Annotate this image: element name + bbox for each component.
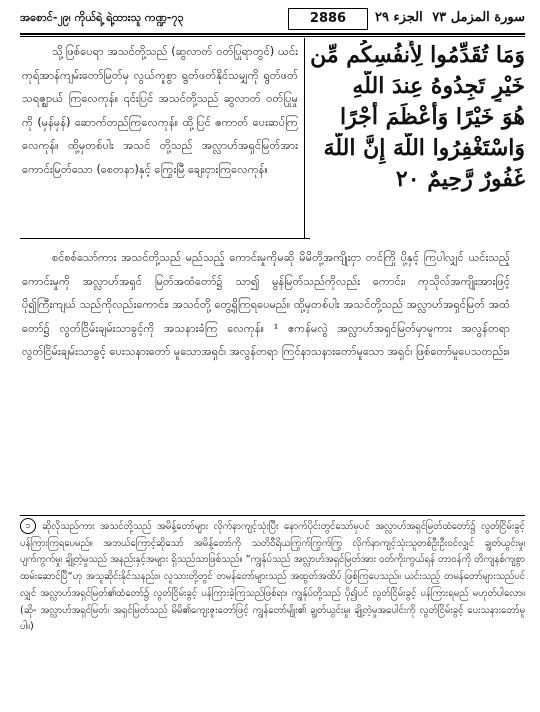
page-header [20,8,525,30]
footnote-text: ဆိုလိုသည်ကား အသင်တို့သည် အမိန့်တော်များ လိုက်နာကျင့်သုံးပြီး နောက်ပိုင်းတွင်သော်မှပင် အလ္လာဟ်အရှင်မြတ်ထံတော်၌ လွတ်ငြိမ်းခွင့် ပန်ကြားကြရပေမည်။ အဘယ်ကြောင့်ဆိုသော် အမိန့်တော်ကို သတိဝီရိယကြွက်ကြွက်ကြွ လိုက်နာကျင့်သုံးသူတစ်ဦးဦးဝင်လျှင် ချွတ်ယွင်းမှု၊ ပျက်ကွက်မှု၊ ချို့တဲ့မှုသည် အနည်းနှင့်အများ ရှိသည်သာဖြစ်သည်။ ”ကျွန်ုပ်သည် အလ္လာဟ်အရှင်မြတ်အား ဝတ်ကိုးကွယ်ရန် တာဝန်ကို တိကျနစ်ကျစွာ ထမ်းဆောင်ပြီ“ဟု အသူဆိုင်းနိုင်သနည်း။ လူသားတို့တွင် တမန်တော်များသည် အထွတ်အထိပ် ဖြစ်ကြပေသည်။ ယင်းသည့် တမန်တော်များသည်ပင်လျှင် အလ္လာဟ်အရှင်မြတ်၏ထံတော်၌ လွတ်ငြိမ်းခွင့် ပန်ကြားခဲ့ကြသည်ဖြစ်ရာ၊ ကျွန်ုပ်တို့သည် ပို၍ပင် လွတ်ငြိမ်းခွင့် ပန်ကြားရမည် မဟုတ်ပါလော။ (ဆို- အလ္လာဟ်အရှင်မြတ်၊ အရှင်မြတ်သည် မိမိ၏ကျေးဇူးတော်ဖြင့် ကျွန်တော်မျိုး၏ ချွတ်ယွင်းမှု၊ ချို့တဲ့မှုအပေါင်းကို လွတ်ငြိမ်းခွင့် ပေးသနားတော်မူပါ။) [20,521,525,633]
translation-paragraph: စင်စစ်သော်ကား အသင်တို့သည် မည်သည့် ကောင်းမှုကိုမဆို မိမိတို့အကျိုးငှာ တင်ကြို ပို့နှင့် ကြပါလျှင် ယင်းသည့်ကောင်းမှုကို အလ္လာဟ်အရှင် မြတ်အထံတော်၌ သာ၍ မွန်မြတ်သည်ကိုလည်း ကောင်း၊ ကုသိုလ်အကျိုးအားဖြင့် ပို၍ကြီးကျယ် သည်ကိုလည်းကောင်း၊ အသင်တို့ တွေ့ရှိကြရပေမည်။ ထို့မှတစ်ပါး အသင်တို့သည် အလ္လာဟ်အရှင်မြတ် အထံတော်၌ လွတ်ငြိမ်းချမ်းသာခွင့်ကို အသနားခံကြ လေကုန်။ ¹ ဧကန်မလွဲ အလ္လာဟ်အရှင်မြတ်မှာမူကား အလွန်တရာ လွတ်ငြိမ်းချမ်းသာခွင့် ပေးသနားတော် မူသောအရှင်၊ အလွန်တရာ ကြင်နာသနားတော်မူသော အရှင်၊ ဖြစ်တော်မူပေသတည်း။ [22,251,510,358]
juz-label: الجزء ٢٩ [375,10,423,25]
section-divider [20,238,310,239]
arabic-line: خَيْرٍ تَجِدُوهُ عِندَ اللَّهِ [352,73,525,99]
footnote-rule [20,515,525,516]
page-number: 2886 [288,8,368,30]
header-book-title: အစောင်-၂၉၊ ကိုယ်ရဲ့ ရဲ့ထားသူ ကဏ္ဍ-၇၃ [20,11,184,24]
translation-paragraph: သို့ဖြစ်ပေရာ အသင်တို့သည် (ဆွလာတ် ဝတ်ပြုရာတွင်) ယင်းကုရ်အာန်ကျမ်းတော်မြတ်မှ လွယ်ကူစွာ ရွတ်ဖတ်နိုင်သမျှကို ရွတ်ဖတ်သရဇ္ဈာယ် ကြလေကုန်။ ၎င်းပြင် အသင်တို့သည် ဆွလာတ် ဝတ်ပြုမှုကို (မှန်မှန်) ဆောက်တည်ကြလေကုန်။ ထို့ပြင် ဇကာတ် ပေးဆပ်ကြလေကုန်။ ထို့မှတစ်ပါး အသင် တို့သည် အလ္လာဟ်အရှင်မြတ်အား ကောင်းမြတ်သော (စေတနာ)နှင့် ကြွေးမြီ ချေးငှားကြလေကုန်။ [22,45,298,176]
column-divider [304,38,305,238]
header-rule [20,33,525,35]
surah-label: سورة المزمل ٧٣ [432,10,525,25]
footnote [20,518,525,636]
arabic-line: وَمَا تُقَدِّمُوا لِأَنفُسِكُم مِّن [310,42,525,68]
arabic-verse [310,40,525,195]
translation-bottom [22,246,510,364]
header-rule-thin [20,36,525,37]
arabic-line: غَفُورٌ رَّحِيمٌ ٢٠ [395,166,525,192]
arabic-line: هُوَ خَيْرًا وَأَعْظَمَ أَجْرًا [340,104,525,130]
arabic-line: وَاسْتَغْفِرُوا اللَّهَ إِنَّ اللَّهَ [323,135,525,161]
footnote-number: ၁ [20,518,36,534]
translation-top [22,40,298,181]
